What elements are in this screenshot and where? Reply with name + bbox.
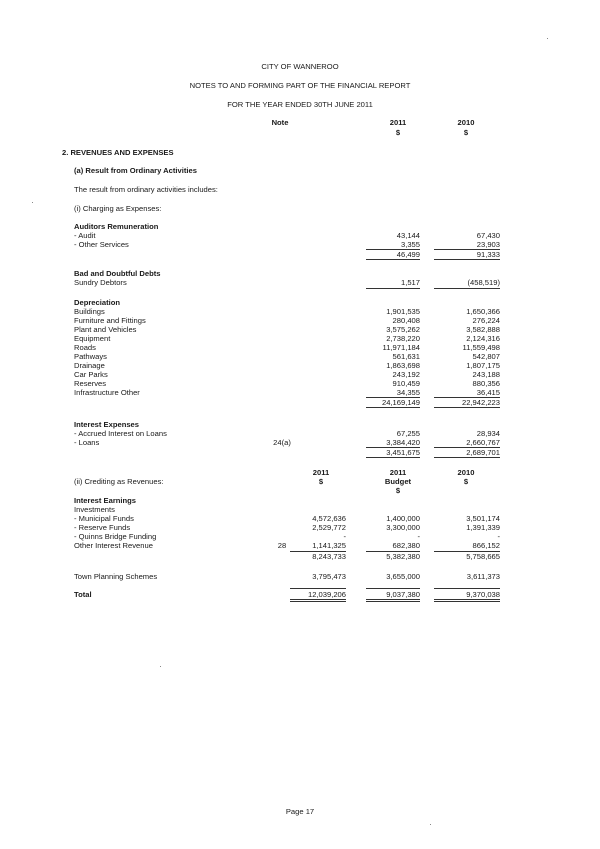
subsection-heading: (a) Result from Ordinary Activities [74, 166, 197, 175]
value-col1: 1,141,325 [312, 541, 346, 550]
value-col2: 682,380 [392, 541, 420, 550]
total-bottom-rule [434, 599, 500, 600]
row-label: Roads [74, 343, 96, 352]
value-2011: 1,517 [400, 278, 420, 287]
row-label: Sundry Debtors [74, 278, 127, 287]
total-bottom-rule [366, 601, 420, 602]
depreciation-title: Depreciation [74, 298, 120, 307]
value-2010: 243,188 [472, 370, 500, 379]
bad-debts-title: Bad and Doubtful Debts [74, 269, 161, 278]
total-top-rule [434, 588, 500, 589]
value-2010: 3,582,888 [466, 325, 500, 334]
value-2010: 276,224 [472, 316, 500, 325]
crediting-heading: (ii) Crediting as Revenues: [74, 477, 164, 486]
value-col3: - [497, 532, 500, 541]
total-rule [434, 457, 500, 458]
total-2011: 46,499 [396, 250, 420, 259]
value-2011: 3,384,420 [386, 438, 420, 447]
value-2010: 2,124,316 [466, 334, 500, 343]
total-2010: 2,689,701 [466, 448, 500, 457]
subtotal-col2: 5,382,380 [386, 552, 420, 561]
value-2011: 1,863,698 [386, 361, 420, 370]
charging-heading: (i) Charging as Expenses: [74, 204, 162, 213]
value-2011: 561,631 [392, 352, 420, 361]
row-label: Drainage [74, 361, 105, 370]
report-title: CITY OF WANNEROO [261, 62, 339, 71]
row-label: Reserves [74, 379, 107, 388]
rev-col3-header: 2010 [457, 468, 475, 477]
rev-col3-unit: $ [463, 477, 469, 486]
value-2010: 542,807 [472, 352, 500, 361]
value-2011: 243,192 [392, 370, 420, 379]
page-number: Page 17 [285, 807, 315, 816]
row-label: Pathways [74, 352, 107, 361]
value-col2: - [417, 532, 420, 541]
town-col1: 3,795,473 [312, 572, 346, 581]
town-planning-label: Town Planning Schemes [74, 572, 158, 581]
town-col2: 3,655,000 [386, 572, 420, 581]
value-2011: 3,575,262 [386, 325, 420, 334]
value-2010: 1,650,366 [466, 307, 500, 316]
row-label: - Municipal Funds [74, 514, 134, 523]
total-col3: 9,370,038 [466, 590, 500, 599]
value-2011: 34,355 [396, 388, 420, 397]
value-2011: 43,144 [396, 231, 420, 240]
rev-col2-sub: Budget [384, 477, 412, 486]
total-col2: 9,037,380 [386, 590, 420, 599]
value-2010: 28,934 [476, 429, 500, 438]
value-2011: 2,738,220 [386, 334, 420, 343]
section-heading: 2. REVENUES AND EXPENSES [62, 148, 174, 157]
scan-speck [32, 202, 33, 203]
total-bottom-rule [366, 599, 420, 600]
value-2010: (458,519) [467, 278, 500, 287]
total-bottom-rule [290, 601, 346, 602]
unit-2010: $ [463, 128, 469, 137]
total-rule [434, 259, 500, 260]
intro-text: The result from ordinary activities includes: [74, 185, 218, 194]
scan-speck [160, 666, 161, 667]
row-label: Plant and Vehicles [74, 325, 137, 334]
note-column-header: Note [271, 118, 289, 127]
total-bottom-rule [434, 601, 500, 602]
rev-col2-header: 2011 [389, 468, 407, 477]
interest-expenses-title: Interest Expenses [74, 420, 139, 429]
total-rule [366, 259, 420, 260]
total-rule [366, 407, 420, 408]
value-col3: 1,391,339 [466, 523, 500, 532]
row-label: - Reserve Funds [74, 523, 131, 532]
year-2011-header: 2011 [389, 118, 407, 127]
value-col1: 4,572,636 [312, 514, 346, 523]
row-label: Equipment [74, 334, 111, 343]
value-2011: 280,408 [392, 316, 420, 325]
total-rule [434, 407, 500, 408]
total-rule [366, 288, 420, 289]
total-2010: 91,333 [476, 250, 500, 259]
value-col3: 866,152 [472, 541, 500, 550]
row-label: - Loans [74, 438, 100, 447]
total-rule [366, 457, 420, 458]
scan-speck [430, 824, 431, 825]
auditors-title: Auditors Remuneration [74, 222, 159, 231]
total-label: Total [74, 590, 92, 599]
row-label: - Audit [74, 231, 96, 240]
total-rule [434, 288, 500, 289]
value-2011: 67,255 [396, 429, 420, 438]
report-period: FOR THE YEAR ENDED 30TH JUNE 2011 [227, 100, 373, 109]
row-label: - Accrued Interest on Loans [74, 429, 167, 438]
value-2010: 67,430 [476, 231, 500, 240]
row-label: - Other Services [74, 240, 129, 249]
town-col3: 3,611,373 [466, 572, 500, 581]
investments-label: Investments [74, 505, 115, 514]
total-2011: 24,169,149 [381, 398, 420, 407]
value-2010: 1,807,175 [466, 361, 500, 370]
row-label: Buildings [74, 307, 105, 316]
value-2011: 1,901,535 [386, 307, 420, 316]
value-2010: 36,415 [476, 388, 500, 397]
value-2011: 11,971,184 [382, 343, 420, 352]
subtotal-col1: 8,243,733 [312, 552, 346, 561]
row-label: Other Interest Revenue [74, 541, 153, 550]
value-col2: 3,300,000 [386, 523, 420, 532]
note-ref: 28 [277, 541, 287, 550]
row-label: Infrastructure Other [74, 388, 140, 397]
row-label: Car Parks [74, 370, 108, 379]
rev-col1-unit: $ [318, 477, 324, 486]
subtotal-col3: 5,758,665 [466, 552, 500, 561]
unit-2011: $ [395, 128, 401, 137]
interest-earnings-title: Interest Earnings [74, 496, 137, 505]
value-col1: 2,529,772 [312, 523, 346, 532]
row-label: Furniture and Fittings [74, 316, 146, 325]
rev-col1-header: 2011 [312, 468, 330, 477]
value-2010: 880,356 [472, 379, 500, 388]
rev-col2-unit: $ [395, 486, 401, 495]
report-subtitle: NOTES TO AND FORMING PART OF THE FINANCIAL REPORT [189, 81, 411, 90]
value-2010: 11,559,498 [462, 343, 500, 352]
total-2011: 3,451,675 [386, 448, 420, 457]
value-2011: 3,355 [400, 240, 420, 249]
total-2010: 22,942,223 [461, 398, 500, 407]
total-bottom-rule [290, 599, 346, 600]
value-2011: 910,459 [392, 379, 420, 388]
value-col3: 3,501,174 [466, 514, 500, 523]
year-2010-header: 2010 [457, 118, 475, 127]
total-top-rule [290, 588, 346, 589]
value-col2: 1,400,000 [386, 514, 420, 523]
scan-speck [547, 38, 548, 39]
row-label: - Quinns Bridge Funding [74, 532, 157, 541]
note-ref: 24(a) [273, 438, 291, 447]
value-2010: 23,903 [476, 240, 500, 249]
value-col1: - [343, 532, 346, 541]
value-2010: 2,660,767 [466, 438, 500, 447]
total-col1: 12,039,206 [307, 590, 346, 599]
total-top-rule [366, 588, 420, 589]
